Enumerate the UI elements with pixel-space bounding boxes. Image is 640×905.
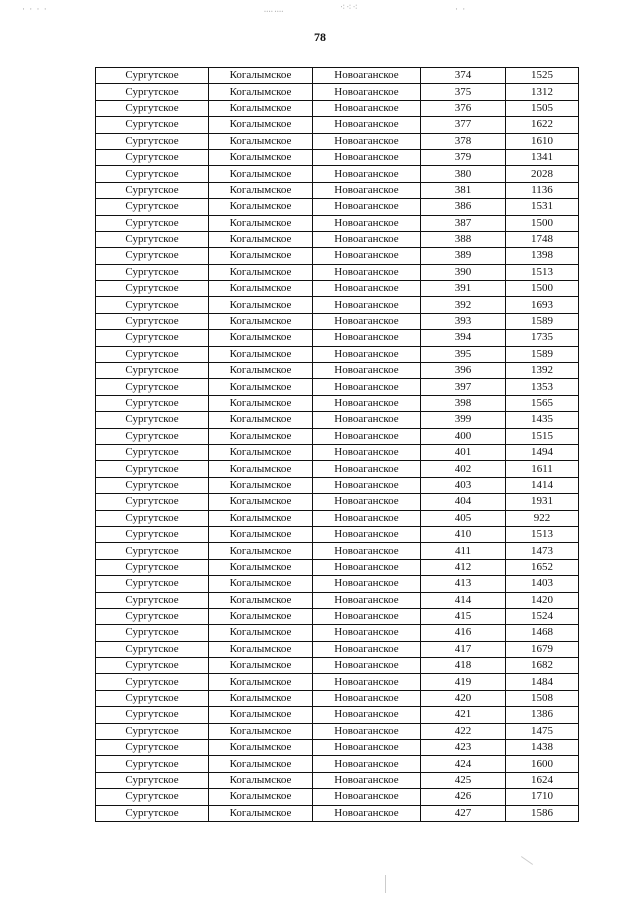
table-cell: Новоаганское	[313, 510, 421, 526]
table-cell: Новоаганское	[313, 658, 421, 674]
table-cell: Сургутское	[96, 297, 209, 313]
table-cell: 1484	[506, 674, 579, 690]
table-cell: Сургутское	[96, 543, 209, 559]
table-cell: Новоаганское	[313, 526, 421, 542]
table-cell: Когалымское	[209, 428, 313, 444]
table-cell: Сургутское	[96, 592, 209, 608]
table-cell: 391	[421, 281, 506, 297]
table-row	[96, 313, 579, 329]
table-cell: 398	[421, 395, 506, 411]
table-cell: Сургутское	[96, 740, 209, 756]
table-cell: Сургутское	[96, 756, 209, 772]
table-cell: Сургутское	[96, 789, 209, 805]
table-cell: 1136	[506, 182, 579, 198]
table-row	[96, 412, 579, 428]
table-cell: Сургутское	[96, 526, 209, 542]
scan-artifact-top-right: · ·	[455, 4, 467, 14]
table-cell: Сургутское	[96, 772, 209, 788]
table-cell: 418	[421, 658, 506, 674]
table-row	[96, 756, 579, 772]
table-cell: 1611	[506, 461, 579, 477]
table-cell: 387	[421, 215, 506, 231]
table-cell: Новоаганское	[313, 264, 421, 280]
table-cell: Когалымское	[209, 346, 313, 362]
table-cell: Сургутское	[96, 149, 209, 165]
table-row	[96, 707, 579, 723]
table-cell: Когалымское	[209, 740, 313, 756]
table-cell: Когалымское	[209, 149, 313, 165]
table-cell: Новоаганское	[313, 297, 421, 313]
table-cell: 401	[421, 444, 506, 460]
table-cell: 380	[421, 166, 506, 182]
table-row	[96, 182, 579, 198]
table-cell: Новоаганское	[313, 789, 421, 805]
table-row	[96, 133, 579, 149]
table-cell: Новоаганское	[313, 608, 421, 624]
table-cell: 381	[421, 182, 506, 198]
table-cell: 1693	[506, 297, 579, 313]
table-cell: 397	[421, 379, 506, 395]
table-row	[96, 68, 579, 84]
table-cell: 424	[421, 756, 506, 772]
table-cell: Сургутское	[96, 559, 209, 575]
table-cell: 410	[421, 526, 506, 542]
table-row	[96, 461, 579, 477]
table-cell: 427	[421, 805, 506, 821]
table-cell: Сургутское	[96, 215, 209, 231]
table-cell: 403	[421, 477, 506, 493]
table-cell: 419	[421, 674, 506, 690]
table-cell: 1525	[506, 68, 579, 84]
table-cell: Сургутское	[96, 707, 209, 723]
scan-artifact-top-center-left: ᠁᠁	[262, 7, 283, 17]
table-cell: Сургутское	[96, 231, 209, 247]
table-cell: 379	[421, 149, 506, 165]
table-cell: 396	[421, 363, 506, 379]
table-cell: 1353	[506, 379, 579, 395]
table-cell: Новоаганское	[313, 559, 421, 575]
table-cell: Новоаганское	[313, 805, 421, 821]
table-row	[96, 166, 579, 182]
table-cell: Когалымское	[209, 526, 313, 542]
table-cell: Новоаганское	[313, 133, 421, 149]
table-cell: Новоаганское	[313, 461, 421, 477]
table-cell: Сургутское	[96, 461, 209, 477]
table-cell: Сургутское	[96, 658, 209, 674]
table-cell: Новоаганское	[313, 772, 421, 788]
table-cell: 1505	[506, 100, 579, 116]
table-row	[96, 297, 579, 313]
table-row	[96, 789, 579, 805]
table-cell: 421	[421, 707, 506, 723]
table-row	[96, 199, 579, 215]
table-cell: Когалымское	[209, 231, 313, 247]
table-cell: 1622	[506, 117, 579, 133]
table-cell: 1438	[506, 740, 579, 756]
table-cell: Новоаганское	[313, 395, 421, 411]
table-cell: Новоаганское	[313, 100, 421, 116]
table-row	[96, 84, 579, 100]
table-cell: 1682	[506, 658, 579, 674]
table-cell: 415	[421, 608, 506, 624]
table-cell: Сургутское	[96, 477, 209, 493]
table-body	[96, 68, 579, 822]
table-row	[96, 395, 579, 411]
table-cell: Новоаганское	[313, 428, 421, 444]
table-row	[96, 100, 579, 116]
table-cell: 426	[421, 789, 506, 805]
table-row	[96, 690, 579, 706]
table-cell: Когалымское	[209, 592, 313, 608]
table-row	[96, 248, 579, 264]
table-cell: Когалымское	[209, 444, 313, 460]
table-cell: Новоаганское	[313, 740, 421, 756]
table-cell: 1624	[506, 772, 579, 788]
table-cell: Сургутское	[96, 281, 209, 297]
table-cell: 1589	[506, 346, 579, 362]
table-cell: 2028	[506, 166, 579, 182]
table-cell: Сургутское	[96, 395, 209, 411]
table-cell: 1414	[506, 477, 579, 493]
table-cell: Когалымское	[209, 182, 313, 198]
table-cell: Новоаганское	[313, 576, 421, 592]
table-cell: Сургутское	[96, 313, 209, 329]
table-cell: Сургутское	[96, 330, 209, 346]
table-cell: Новоаганское	[313, 641, 421, 657]
table-cell: 405	[421, 510, 506, 526]
table-cell: 1586	[506, 805, 579, 821]
table-cell: Новоаганское	[313, 379, 421, 395]
table-row	[96, 346, 579, 362]
table-cell: Сургутское	[96, 346, 209, 362]
table-cell: 1565	[506, 395, 579, 411]
table-row	[96, 723, 579, 739]
table-cell: Новоаганское	[313, 248, 421, 264]
table-row	[96, 526, 579, 542]
table-cell: 404	[421, 494, 506, 510]
table-row	[96, 477, 579, 493]
table-cell: 378	[421, 133, 506, 149]
table-cell: Новоаганское	[313, 674, 421, 690]
table-cell: Когалымское	[209, 674, 313, 690]
table-cell: Когалымское	[209, 461, 313, 477]
table-cell: 425	[421, 772, 506, 788]
table-cell: Сургутское	[96, 100, 209, 116]
table-cell: 423	[421, 740, 506, 756]
table-cell: Сургутское	[96, 444, 209, 460]
data-table-container	[95, 67, 579, 822]
table-cell: Новоаганское	[313, 199, 421, 215]
table-row	[96, 805, 579, 821]
table-cell: Сургутское	[96, 379, 209, 395]
table-cell: Сургутское	[96, 166, 209, 182]
table-row	[96, 559, 579, 575]
table-row	[96, 510, 579, 526]
table-cell: Сургутское	[96, 264, 209, 280]
table-cell: Новоаганское	[313, 543, 421, 559]
table-cell: Сургутское	[96, 117, 209, 133]
table-cell: Когалымское	[209, 510, 313, 526]
table-cell: Когалымское	[209, 166, 313, 182]
table-cell: 1710	[506, 789, 579, 805]
table-cell: 1735	[506, 330, 579, 346]
table-cell: Сургутское	[96, 84, 209, 100]
table-cell: Новоаганское	[313, 231, 421, 247]
table-cell: Новоаганское	[313, 592, 421, 608]
table-cell: Когалымское	[209, 805, 313, 821]
table-cell: 1589	[506, 313, 579, 329]
table-cell: Когалымское	[209, 559, 313, 575]
table-cell: Когалымское	[209, 68, 313, 84]
table-cell: 388	[421, 231, 506, 247]
table-cell: 1931	[506, 494, 579, 510]
table-row	[96, 625, 579, 641]
table-cell: Когалымское	[209, 117, 313, 133]
table-row	[96, 363, 579, 379]
data-table	[95, 67, 579, 822]
table-cell: 1312	[506, 84, 579, 100]
table-cell: Новоаганское	[313, 330, 421, 346]
table-cell: Сургутское	[96, 248, 209, 264]
table-cell: Сургутское	[96, 363, 209, 379]
scan-artifact-top-center-right: ⁖⁖⁖	[340, 2, 359, 12]
table-row	[96, 264, 579, 280]
table-cell: 1475	[506, 723, 579, 739]
table-cell: Когалымское	[209, 789, 313, 805]
table-cell: Когалымское	[209, 494, 313, 510]
table-row	[96, 674, 579, 690]
table-cell: Когалымское	[209, 297, 313, 313]
table-cell: Сургутское	[96, 412, 209, 428]
table-cell: Новоаганское	[313, 215, 421, 231]
table-row	[96, 117, 579, 133]
scan-speck	[521, 856, 533, 865]
table-cell: Сургутское	[96, 428, 209, 444]
table-row	[96, 658, 579, 674]
table-cell: 1500	[506, 281, 579, 297]
table-cell: Сургутское	[96, 576, 209, 592]
table-row	[96, 576, 579, 592]
table-cell: Когалымское	[209, 264, 313, 280]
table-cell: Когалымское	[209, 756, 313, 772]
table-cell: Новоаганское	[313, 68, 421, 84]
table-cell: 374	[421, 68, 506, 84]
table-row	[96, 740, 579, 756]
table-cell: Когалымское	[209, 363, 313, 379]
table-cell: Когалымское	[209, 281, 313, 297]
table-cell: Сургутское	[96, 494, 209, 510]
table-row	[96, 641, 579, 657]
table-row	[96, 444, 579, 460]
table-cell: 389	[421, 248, 506, 264]
table-cell: Сургутское	[96, 805, 209, 821]
table-cell: 386	[421, 199, 506, 215]
table-cell: Новоаганское	[313, 707, 421, 723]
table-row	[96, 592, 579, 608]
table-cell: 412	[421, 559, 506, 575]
table-cell: Когалымское	[209, 199, 313, 215]
table-cell: 416	[421, 625, 506, 641]
table-cell: 393	[421, 313, 506, 329]
table-cell: Когалымское	[209, 248, 313, 264]
table-cell: 414	[421, 592, 506, 608]
table-cell: Новоаганское	[313, 313, 421, 329]
table-cell: 1513	[506, 526, 579, 542]
table-row	[96, 231, 579, 247]
table-cell: 1473	[506, 543, 579, 559]
table-cell: Новоаганское	[313, 149, 421, 165]
table-cell: 1386	[506, 707, 579, 723]
table-cell: 1610	[506, 133, 579, 149]
table-cell: Когалымское	[209, 772, 313, 788]
table-cell: Сургутское	[96, 674, 209, 690]
table-row	[96, 608, 579, 624]
table-cell: 1435	[506, 412, 579, 428]
table-cell: 1403	[506, 576, 579, 592]
table-cell: 1494	[506, 444, 579, 460]
table-cell: 400	[421, 428, 506, 444]
table-cell: Новоаганское	[313, 182, 421, 198]
table-cell: Когалымское	[209, 608, 313, 624]
table-cell: 1468	[506, 625, 579, 641]
table-cell: 417	[421, 641, 506, 657]
table-cell: Когалымское	[209, 690, 313, 706]
table-row	[96, 281, 579, 297]
table-cell: 1513	[506, 264, 579, 280]
table-row	[96, 215, 579, 231]
table-cell: Когалымское	[209, 625, 313, 641]
table-cell: Когалымское	[209, 395, 313, 411]
table-row	[96, 379, 579, 395]
table-cell: Когалымское	[209, 576, 313, 592]
table-cell: Когалымское	[209, 412, 313, 428]
table-row	[96, 772, 579, 788]
table-cell: 411	[421, 543, 506, 559]
table-cell: Новоаганское	[313, 412, 421, 428]
table-cell: Когалымское	[209, 100, 313, 116]
scan-artifact-top-left: · · · ·	[22, 4, 48, 14]
table-cell: 1508	[506, 690, 579, 706]
table-cell: Когалымское	[209, 313, 313, 329]
table-cell: Новоаганское	[313, 690, 421, 706]
table-cell: Новоаганское	[313, 117, 421, 133]
table-cell: Сургутское	[96, 625, 209, 641]
table-row	[96, 494, 579, 510]
table-cell: 390	[421, 264, 506, 280]
table-cell: 1600	[506, 756, 579, 772]
table-cell: 1515	[506, 428, 579, 444]
table-row	[96, 543, 579, 559]
table-cell: Новоаганское	[313, 84, 421, 100]
table-row	[96, 428, 579, 444]
table-cell: Сургутское	[96, 133, 209, 149]
table-cell: Когалымское	[209, 543, 313, 559]
table-cell: 1652	[506, 559, 579, 575]
table-cell: Когалымское	[209, 330, 313, 346]
table-cell: 1341	[506, 149, 579, 165]
scan-speck	[385, 875, 386, 893]
table-cell: 1398	[506, 248, 579, 264]
table-cell: 402	[421, 461, 506, 477]
table-cell: Сургутское	[96, 723, 209, 739]
table-cell: 1524	[506, 608, 579, 624]
table-cell: 1531	[506, 199, 579, 215]
table-cell: 377	[421, 117, 506, 133]
table-cell: 399	[421, 412, 506, 428]
table-cell: 922	[506, 510, 579, 526]
table-cell: Сургутское	[96, 510, 209, 526]
table-cell: 392	[421, 297, 506, 313]
table-cell: Новоаганское	[313, 625, 421, 641]
table-cell: Когалымское	[209, 133, 313, 149]
table-cell: Новоаганское	[313, 477, 421, 493]
table-cell: Новоаганское	[313, 281, 421, 297]
table-cell: Новоаганское	[313, 494, 421, 510]
table-cell: Когалымское	[209, 723, 313, 739]
table-cell: 1500	[506, 215, 579, 231]
table-cell: 1420	[506, 592, 579, 608]
table-cell: Новоаганское	[313, 756, 421, 772]
table-cell: Сургутское	[96, 690, 209, 706]
table-cell: Новоаганское	[313, 166, 421, 182]
table-cell: Сургутское	[96, 182, 209, 198]
table-cell: Новоаганское	[313, 444, 421, 460]
table-cell: 376	[421, 100, 506, 116]
table-cell: Когалымское	[209, 215, 313, 231]
table-cell: 394	[421, 330, 506, 346]
table-cell: 1748	[506, 231, 579, 247]
table-cell: 1392	[506, 363, 579, 379]
table-row	[96, 330, 579, 346]
table-cell: 413	[421, 576, 506, 592]
table-cell: Когалымское	[209, 84, 313, 100]
table-cell: Когалымское	[209, 658, 313, 674]
table-cell: Сургутское	[96, 641, 209, 657]
table-cell: Когалымское	[209, 707, 313, 723]
table-cell: Сургутское	[96, 608, 209, 624]
table-cell: 422	[421, 723, 506, 739]
table-cell: Когалымское	[209, 477, 313, 493]
table-cell: Когалымское	[209, 379, 313, 395]
table-cell: Сургутское	[96, 68, 209, 84]
table-cell: Сургутское	[96, 199, 209, 215]
table-row	[96, 149, 579, 165]
table-cell: 1679	[506, 641, 579, 657]
table-cell: Новоаганское	[313, 346, 421, 362]
table-cell: 420	[421, 690, 506, 706]
table-cell: 375	[421, 84, 506, 100]
table-cell: Новоаганское	[313, 723, 421, 739]
table-cell: 395	[421, 346, 506, 362]
table-cell: Когалымское	[209, 641, 313, 657]
table-cell: Новоаганское	[313, 363, 421, 379]
page-number: 78	[314, 30, 326, 44]
